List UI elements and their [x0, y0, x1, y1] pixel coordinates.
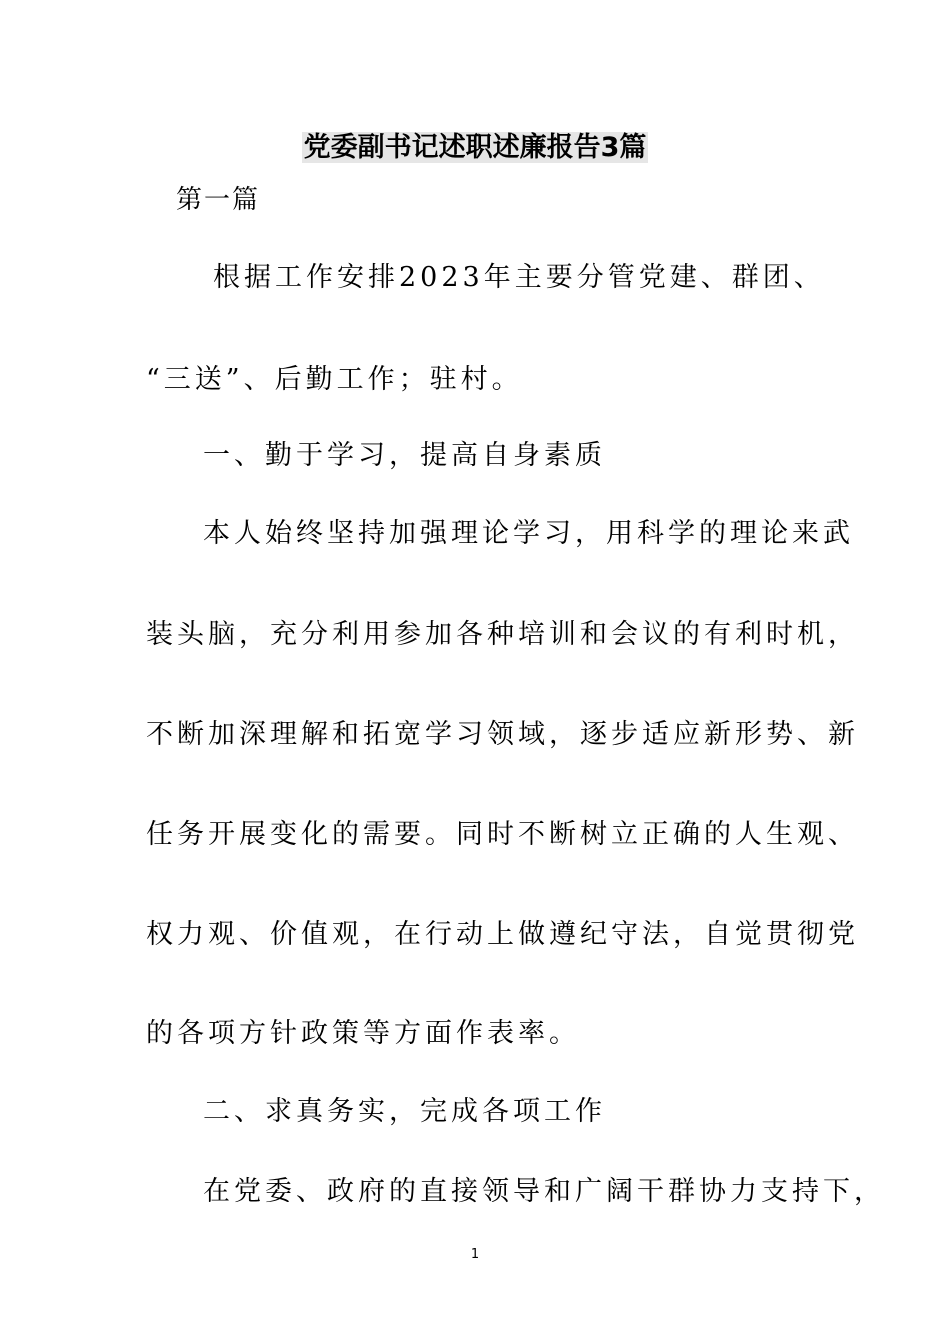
heading-1: 一、勤于学习，提高自身素质 [203, 440, 606, 471]
document-title-text: 党委副书记述职述廉报告3篇 [303, 132, 647, 163]
body-line-7: 权力观、价值观，在行动上做遵纪守法，自觉贯彻党 [146, 919, 859, 950]
heading-2: 二、求真务实，完成各项工作 [203, 1096, 606, 1127]
body-line-1: 根据工作安排2023年主要分管党建、群团、 [213, 262, 825, 293]
section-label: 第一篇 [176, 185, 261, 215]
body-line-3: 本人始终坚持加强理论学习，用科学的理论来武 [203, 518, 854, 549]
body-line-6: 任务开展变化的需要。同时不断树立正确的人生观、 [146, 819, 859, 850]
body-line-2: “三送”、后勤工作；驻村。 [146, 364, 523, 395]
body-line-5: 不断加深理解和拓宽学习领域，逐步适应新形势、新 [146, 719, 859, 750]
document-title [0, 128, 950, 168]
page-number: 1 [470, 1247, 480, 1262]
body-line-4: 装头脑，充分利用参加各种培训和会议的有利时机， [146, 619, 859, 650]
body-line-9: 在党委、政府的直接领导和广阔干群协力支持下， [203, 1176, 885, 1207]
body-line-8: 的各项方针政策等方面作表率。 [146, 1018, 580, 1049]
